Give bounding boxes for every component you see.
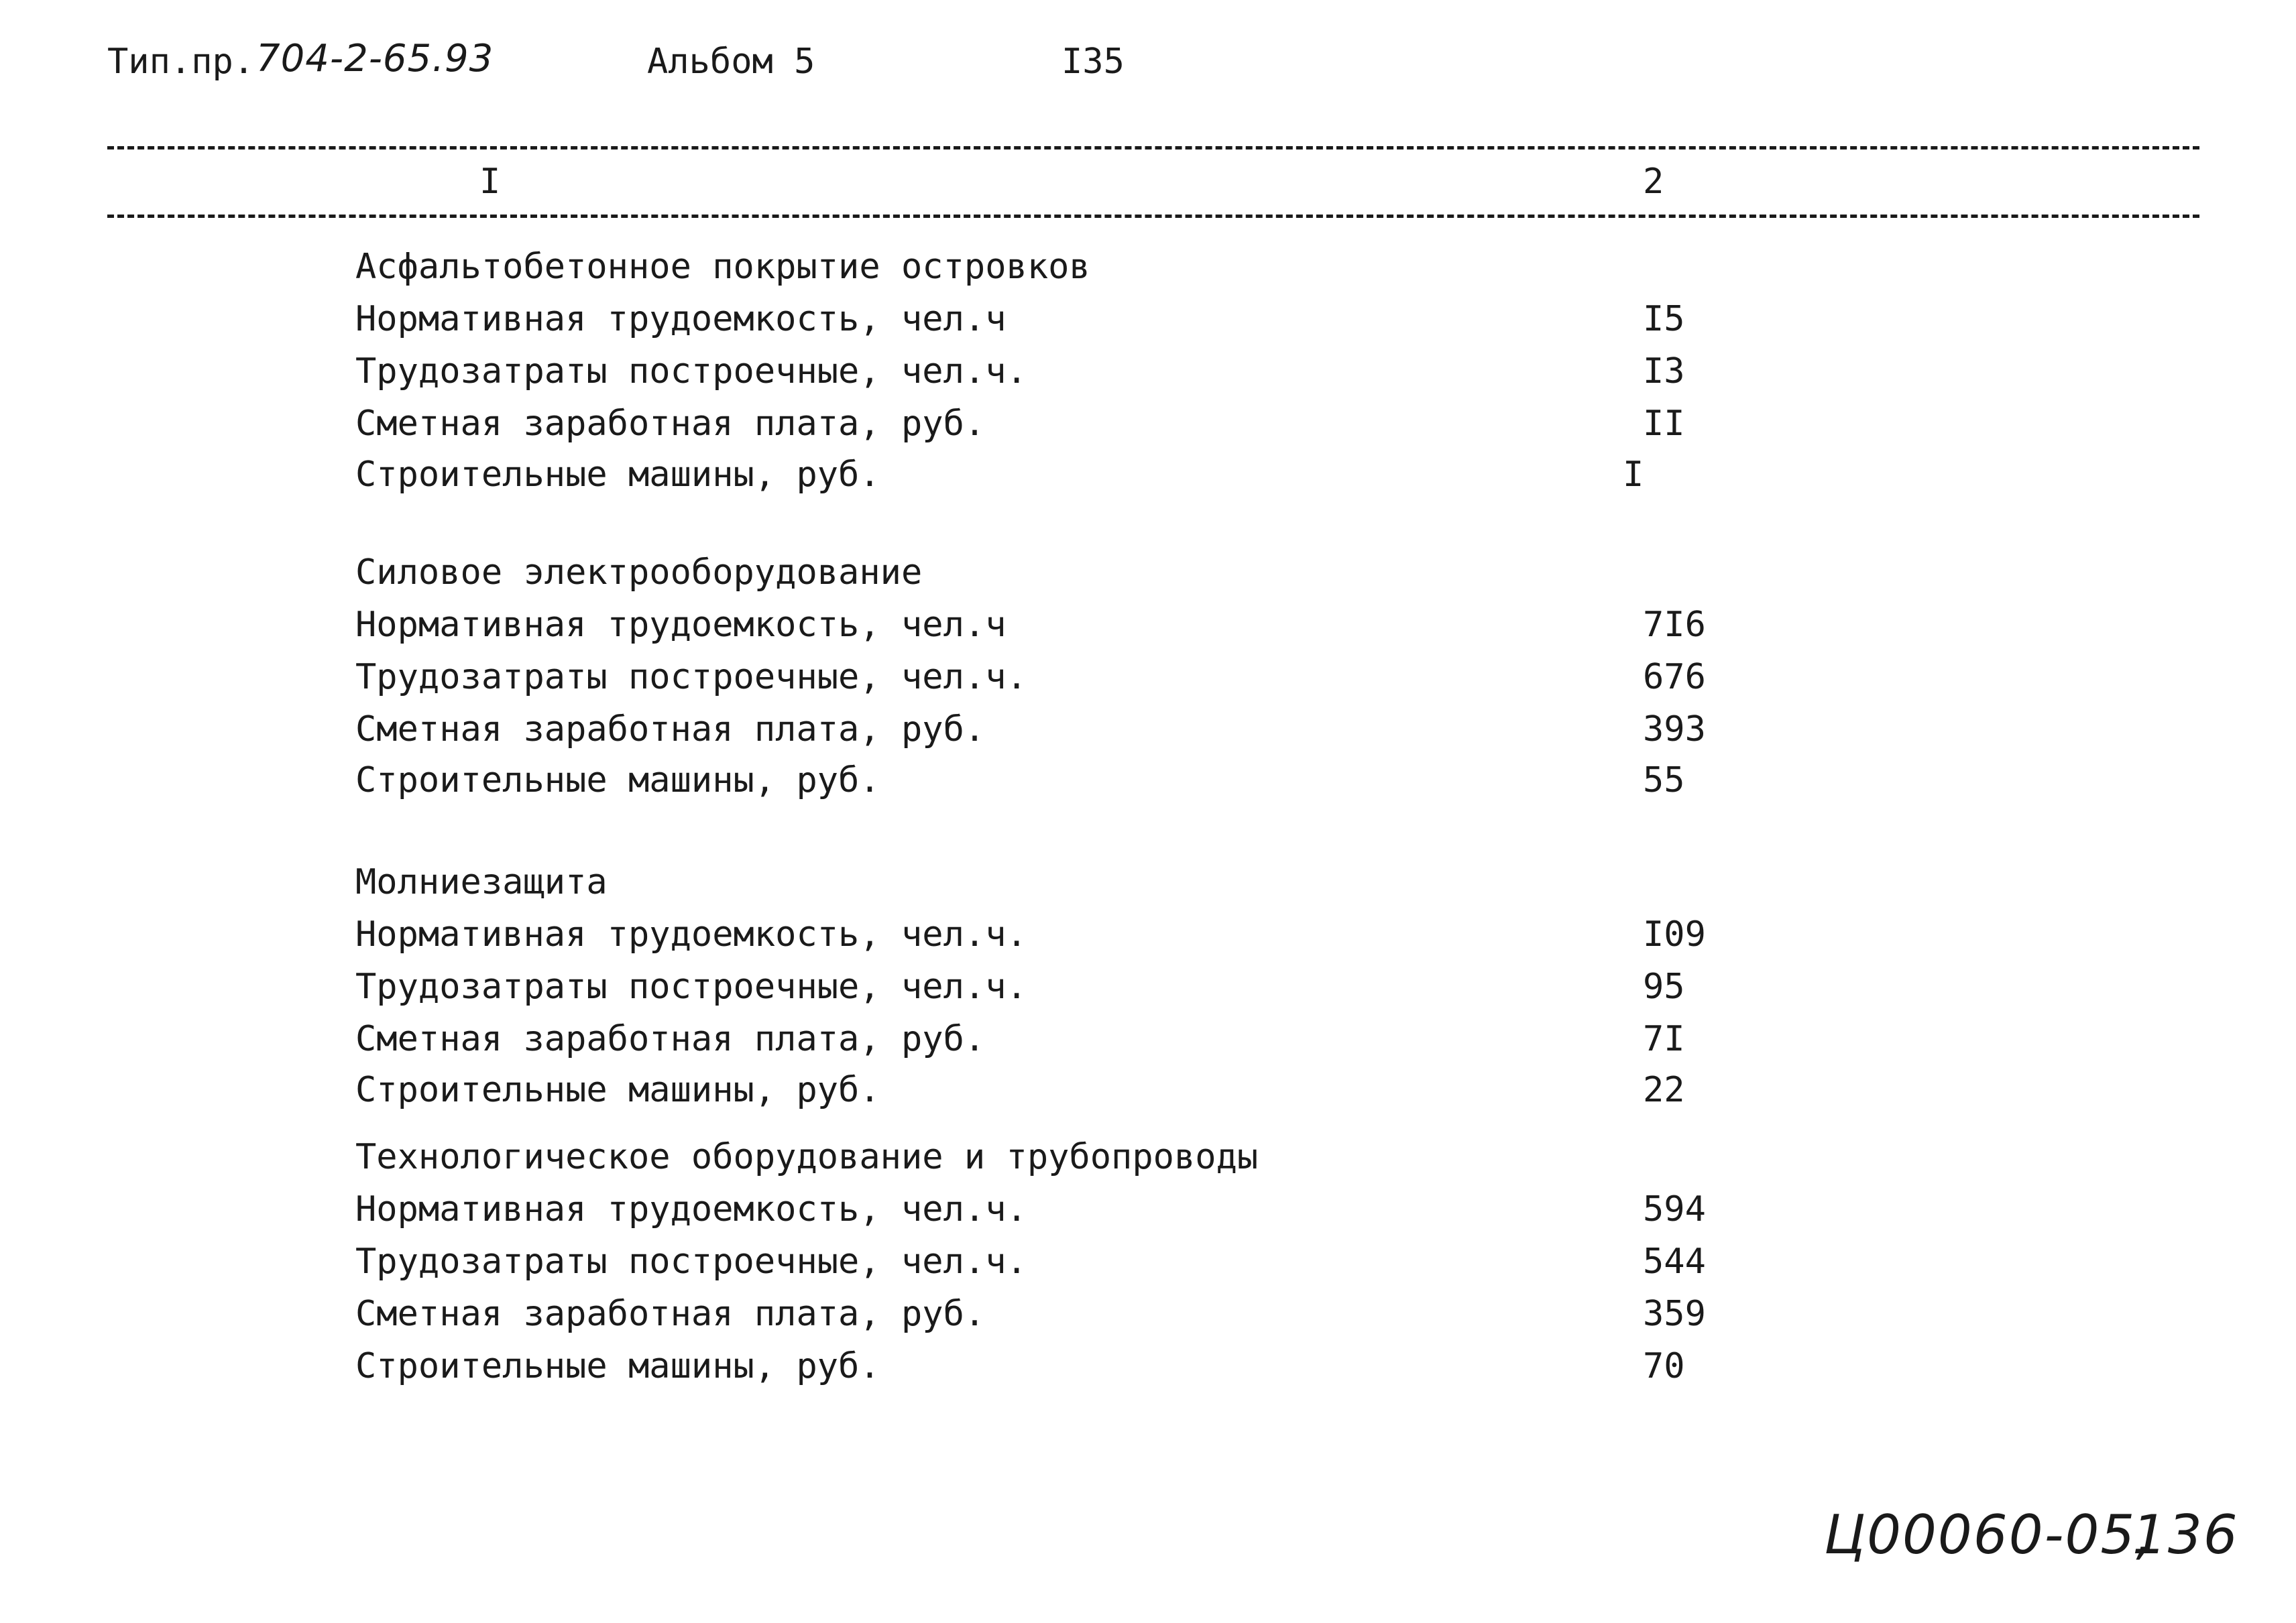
row-value: 7I [1643, 1019, 1685, 1059]
header-page-number: I35 [1061, 42, 1125, 82]
row-value: I [1623, 455, 1644, 495]
row-label: Сметная заработная плата, руб. [355, 404, 986, 444]
section-title: Молниезащита [355, 862, 608, 902]
table-row [355, 351, 1797, 406]
row-label: Строительные машины, руб. [355, 455, 880, 495]
table-row [355, 1244, 1797, 1297]
table-row [355, 657, 1797, 712]
section-title: Технологическое оборудование и трубопроводы [355, 1137, 1259, 1177]
table-row [355, 607, 1797, 660]
section-title: Асфальтобетонное покрытие островков [355, 247, 1090, 287]
column-header-2: 2 [1643, 162, 1664, 202]
row-value: 594 [1643, 1189, 1706, 1229]
row-value: 55 [1643, 760, 1685, 800]
row-label: Строительные машины, руб. [355, 760, 880, 800]
header-type-project-number: 704-2-65.93 [256, 37, 494, 80]
table-row [355, 914, 1797, 969]
row-value: 359 [1643, 1294, 1706, 1334]
table-row [355, 1019, 1797, 1074]
row-label: Строительные машины, руб. [355, 1346, 880, 1386]
row-value: I5 [1643, 299, 1685, 339]
row-label: Сметная заработная плата, руб. [355, 1294, 986, 1334]
table-row [355, 457, 1797, 509]
table-row [355, 406, 1797, 459]
row-value: 544 [1643, 1242, 1706, 1282]
row-label: Сметная заработная плата, руб. [355, 709, 986, 749]
table-row [355, 1070, 1797, 1125]
table-row [355, 299, 1797, 354]
header-type-project-label: Тип.пр. [107, 42, 255, 82]
row-label: Сметная заработная плата, руб. [355, 1019, 986, 1059]
footer-stamp-code: Ц00060-05, [1824, 1504, 2155, 1566]
row-label: Трудозатраты построечные, чел.ч. [355, 1242, 1027, 1282]
section-title: Силовое электрооборудование [355, 552, 923, 593]
table-row [355, 1189, 1797, 1244]
row-label: Нормативная трудоемкость, чел.ч [355, 605, 1007, 645]
row-label: Трудозатраты построечные, чел.ч. [355, 657, 1027, 697]
row-value: 95 [1643, 967, 1685, 1007]
row-label: Трудозатраты построечные, чел.ч. [355, 351, 1027, 392]
row-value: II [1643, 404, 1685, 444]
table-row [355, 1294, 1797, 1349]
table-row [355, 760, 1797, 815]
row-label: Нормативная трудоемкость, чел.ч [355, 299, 1007, 339]
column-header-1: I [479, 162, 501, 202]
row-value: I09 [1643, 914, 1706, 955]
row-label: Нормативная трудоемкость, чел.ч. [355, 1189, 1027, 1229]
row-label: Строительные машины, руб. [355, 1070, 880, 1110]
row-label: Нормативная трудоемкость, чел.ч. [355, 914, 1027, 955]
row-value: I3 [1643, 351, 1685, 392]
row-value: 70 [1643, 1346, 1685, 1386]
table-row [355, 1346, 1797, 1401]
row-label: Трудозатраты построечные, чел.ч. [355, 967, 1027, 1007]
row-value: 676 [1643, 657, 1706, 697]
table-row [355, 969, 1797, 1022]
header-album: Альбом 5 [647, 42, 815, 82]
row-value: 22 [1643, 1070, 1685, 1110]
row-value: 393 [1643, 709, 1706, 749]
table-row [355, 709, 1797, 764]
footer-page-number: 136 [2132, 1504, 2239, 1566]
table-header-bottom-rule [107, 215, 2199, 218]
row-value: 7I6 [1643, 605, 1706, 645]
table-top-rule [107, 146, 2199, 149]
